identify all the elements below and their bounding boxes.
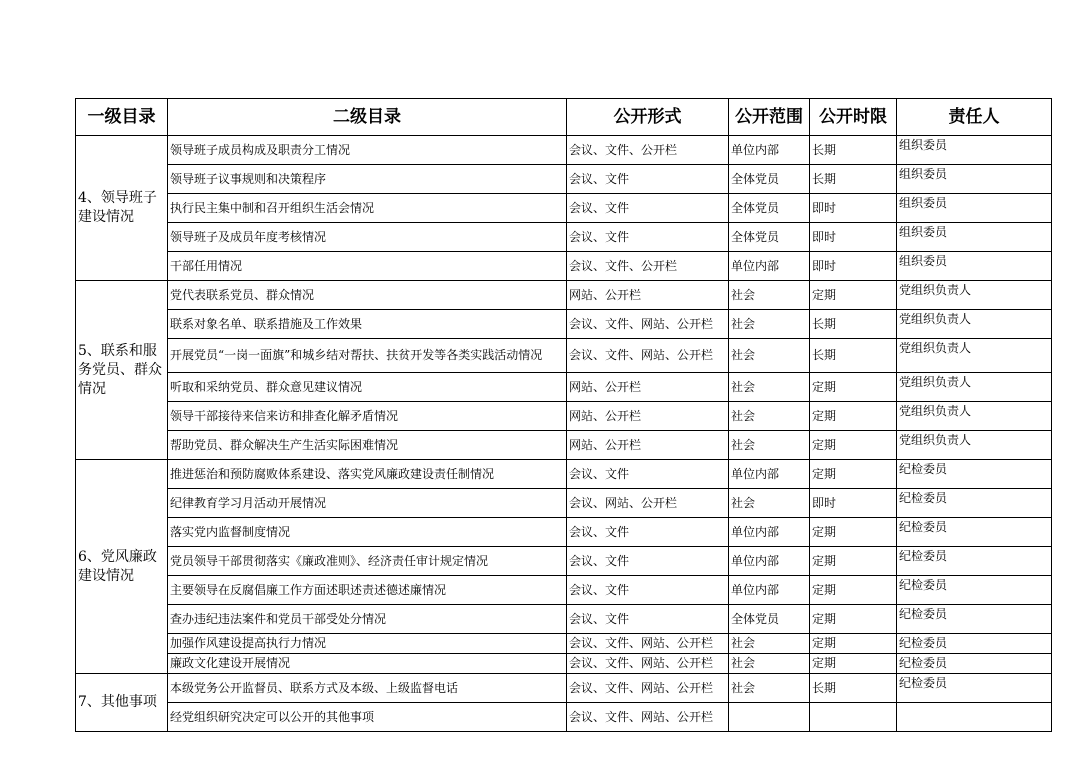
form-cell: 会议、文件 bbox=[567, 576, 729, 605]
table-row bbox=[76, 674, 1052, 703]
period-cell: 定期 bbox=[810, 634, 897, 654]
owner-cell: 纪检委员 bbox=[897, 518, 1052, 547]
scope-cell bbox=[729, 703, 810, 732]
table-row bbox=[76, 223, 1052, 252]
form-cell: 会议、文件 bbox=[567, 165, 729, 194]
period-cell: 即时 bbox=[810, 194, 897, 223]
table-row bbox=[76, 136, 1052, 165]
scope-cell: 全体党员 bbox=[729, 605, 810, 634]
form-cell: 会议、文件、网站、公开栏 bbox=[567, 674, 729, 703]
scope-cell: 单位内部 bbox=[729, 547, 810, 576]
table-row bbox=[76, 194, 1052, 223]
table-row bbox=[76, 634, 1052, 654]
category-cell: 5、联系和服务党员、群众情况 bbox=[76, 281, 168, 460]
table-row bbox=[76, 576, 1052, 605]
table-body bbox=[76, 136, 1052, 732]
table-row bbox=[76, 252, 1052, 281]
owner-cell: 组织委员 bbox=[897, 194, 1052, 223]
period-cell: 长期 bbox=[810, 165, 897, 194]
scope-cell: 社会 bbox=[729, 674, 810, 703]
owner-cell: 党组织负责人 bbox=[897, 431, 1052, 460]
period-cell bbox=[810, 703, 897, 732]
period-cell: 即时 bbox=[810, 223, 897, 252]
table-row bbox=[76, 281, 1052, 310]
item-cell: 党员领导干部贯彻落实《廉政准则》、经济责任审计规定情况 bbox=[168, 547, 567, 576]
owner-cell: 组织委员 bbox=[897, 136, 1052, 165]
item-cell: 廉政文化建设开展情况 bbox=[168, 654, 567, 674]
item-cell: 领导干部接待来信来访和排查化解矛盾情况 bbox=[168, 402, 567, 431]
category-cell: 6、党风廉政建设情况 bbox=[76, 460, 168, 674]
item-cell: 推进惩治和预防腐败体系建设、落实党风廉政建设责任制情况 bbox=[168, 460, 567, 489]
header-row bbox=[76, 99, 1052, 136]
owner-cell bbox=[897, 703, 1052, 732]
form-cell: 会议、文件、网站、公开栏 bbox=[567, 654, 729, 674]
owner-cell: 组织委员 bbox=[897, 165, 1052, 194]
scope-cell: 社会 bbox=[729, 431, 810, 460]
owner-cell: 纪检委员 bbox=[897, 460, 1052, 489]
form-cell: 网站、公开栏 bbox=[567, 431, 729, 460]
scope-cell: 单位内部 bbox=[729, 136, 810, 165]
table-row bbox=[76, 339, 1052, 373]
owner-cell: 党组织负责人 bbox=[897, 373, 1052, 402]
item-cell: 听取和采纳党员、群众意见建议情况 bbox=[168, 373, 567, 402]
owner-cell: 党组织负责人 bbox=[897, 339, 1052, 373]
form-cell: 会议、文件、网站、公开栏 bbox=[567, 310, 729, 339]
form-cell: 网站、公开栏 bbox=[567, 402, 729, 431]
item-cell: 领导班子成员构成及职责分工情况 bbox=[168, 136, 567, 165]
period-cell: 即时 bbox=[810, 252, 897, 281]
category-cell: 4、领导班子建设情况 bbox=[76, 136, 168, 281]
period-cell: 定期 bbox=[810, 547, 897, 576]
table-row bbox=[76, 518, 1052, 547]
table-row bbox=[76, 460, 1052, 489]
period-cell: 长期 bbox=[810, 339, 897, 373]
scope-cell: 单位内部 bbox=[729, 252, 810, 281]
category-cell: 7、其他事项 bbox=[76, 674, 168, 732]
period-cell: 定期 bbox=[810, 654, 897, 674]
owner-cell: 党组织负责人 bbox=[897, 281, 1052, 310]
form-cell: 会议、文件 bbox=[567, 194, 729, 223]
scope-cell: 单位内部 bbox=[729, 460, 810, 489]
period-cell: 即时 bbox=[810, 489, 897, 518]
scope-cell: 社会 bbox=[729, 281, 810, 310]
table-row bbox=[76, 654, 1052, 674]
table-row bbox=[76, 402, 1052, 431]
header-owner: 责任人 bbox=[897, 99, 1052, 136]
period-cell: 长期 bbox=[810, 674, 897, 703]
period-cell: 长期 bbox=[810, 310, 897, 339]
period-cell: 定期 bbox=[810, 460, 897, 489]
form-cell: 会议、文件 bbox=[567, 605, 729, 634]
scope-cell: 社会 bbox=[729, 654, 810, 674]
table-row bbox=[76, 605, 1052, 634]
period-cell: 定期 bbox=[810, 605, 897, 634]
owner-cell: 纪检委员 bbox=[897, 634, 1052, 654]
item-cell: 领导班子议事规则和决策程序 bbox=[168, 165, 567, 194]
form-cell: 网站、公开栏 bbox=[567, 281, 729, 310]
header-level2: 二级目录 bbox=[168, 99, 567, 136]
header-level1: 一级目录 bbox=[76, 99, 168, 136]
period-cell: 定期 bbox=[810, 518, 897, 547]
owner-cell: 纪检委员 bbox=[897, 654, 1052, 674]
item-cell: 纪律教育学习月活动开展情况 bbox=[168, 489, 567, 518]
table-row bbox=[76, 703, 1052, 732]
owner-cell: 纪检委员 bbox=[897, 489, 1052, 518]
form-cell: 会议、文件 bbox=[567, 223, 729, 252]
item-cell: 经党组织研究决定可以公开的其他事项 bbox=[168, 703, 567, 732]
item-cell: 联系对象名单、联系措施及工作效果 bbox=[168, 310, 567, 339]
item-cell: 主要领导在反腐倡廉工作方面述职述责述德述廉情况 bbox=[168, 576, 567, 605]
form-cell: 会议、文件 bbox=[567, 518, 729, 547]
owner-cell: 纪检委员 bbox=[897, 547, 1052, 576]
period-cell: 定期 bbox=[810, 402, 897, 431]
scope-cell: 社会 bbox=[729, 373, 810, 402]
period-cell: 定期 bbox=[810, 576, 897, 605]
scope-cell: 单位内部 bbox=[729, 518, 810, 547]
form-cell: 会议、文件、网站、公开栏 bbox=[567, 634, 729, 654]
period-cell: 定期 bbox=[810, 431, 897, 460]
form-cell: 网站、公开栏 bbox=[567, 373, 729, 402]
table-row bbox=[76, 431, 1052, 460]
item-cell: 查办违纪违法案件和党员干部受处分情况 bbox=[168, 605, 567, 634]
form-cell: 会议、文件、网站、公开栏 bbox=[567, 339, 729, 373]
owner-cell: 党组织负责人 bbox=[897, 310, 1052, 339]
scope-cell: 社会 bbox=[729, 489, 810, 518]
owner-cell: 纪检委员 bbox=[897, 674, 1052, 703]
scope-cell: 社会 bbox=[729, 402, 810, 431]
period-cell: 定期 bbox=[810, 281, 897, 310]
scope-cell: 全体党员 bbox=[729, 165, 810, 194]
scope-cell: 社会 bbox=[729, 339, 810, 373]
item-cell: 领导班子及成员年度考核情况 bbox=[168, 223, 567, 252]
owner-cell: 纪检委员 bbox=[897, 576, 1052, 605]
scope-cell: 全体党员 bbox=[729, 223, 810, 252]
table-row bbox=[76, 310, 1052, 339]
form-cell: 会议、文件、公开栏 bbox=[567, 252, 729, 281]
header-form: 公开形式 bbox=[567, 99, 729, 136]
item-cell: 党代表联系党员、群众情况 bbox=[168, 281, 567, 310]
scope-cell: 单位内部 bbox=[729, 576, 810, 605]
owner-cell: 党组织负责人 bbox=[897, 402, 1052, 431]
period-cell: 定期 bbox=[810, 373, 897, 402]
owner-cell: 组织委员 bbox=[897, 223, 1052, 252]
period-cell: 长期 bbox=[810, 136, 897, 165]
scope-cell: 全体党员 bbox=[729, 194, 810, 223]
scope-cell: 社会 bbox=[729, 310, 810, 339]
form-cell: 会议、网站、公开栏 bbox=[567, 489, 729, 518]
table-row bbox=[76, 165, 1052, 194]
form-cell: 会议、文件 bbox=[567, 460, 729, 489]
header-period: 公开时限 bbox=[810, 99, 897, 136]
table-row bbox=[76, 373, 1052, 402]
disclosure-table bbox=[75, 98, 1052, 732]
item-cell: 开展党员“一岗一面旗”和城乡结对帮扶、扶贫开发等各类实践活动情况 bbox=[168, 339, 567, 373]
table-row bbox=[76, 547, 1052, 576]
owner-cell: 组织委员 bbox=[897, 252, 1052, 281]
header-scope: 公开范围 bbox=[729, 99, 810, 136]
table-row bbox=[76, 489, 1052, 518]
scope-cell: 社会 bbox=[729, 634, 810, 654]
item-cell: 加强作风建设提高执行力情况 bbox=[168, 634, 567, 654]
form-cell: 会议、文件、公开栏 bbox=[567, 136, 729, 165]
owner-cell: 纪检委员 bbox=[897, 605, 1052, 634]
form-cell: 会议、文件、网站、公开栏 bbox=[567, 703, 729, 732]
form-cell: 会议、文件 bbox=[567, 547, 729, 576]
item-cell: 本级党务公开监督员、联系方式及本级、上级监督电话 bbox=[168, 674, 567, 703]
item-cell: 干部任用情况 bbox=[168, 252, 567, 281]
item-cell: 执行民主集中制和召开组织生活会情况 bbox=[168, 194, 567, 223]
item-cell: 落实党内监督制度情况 bbox=[168, 518, 567, 547]
item-cell: 帮助党员、群众解决生产生活实际困难情况 bbox=[168, 431, 567, 460]
